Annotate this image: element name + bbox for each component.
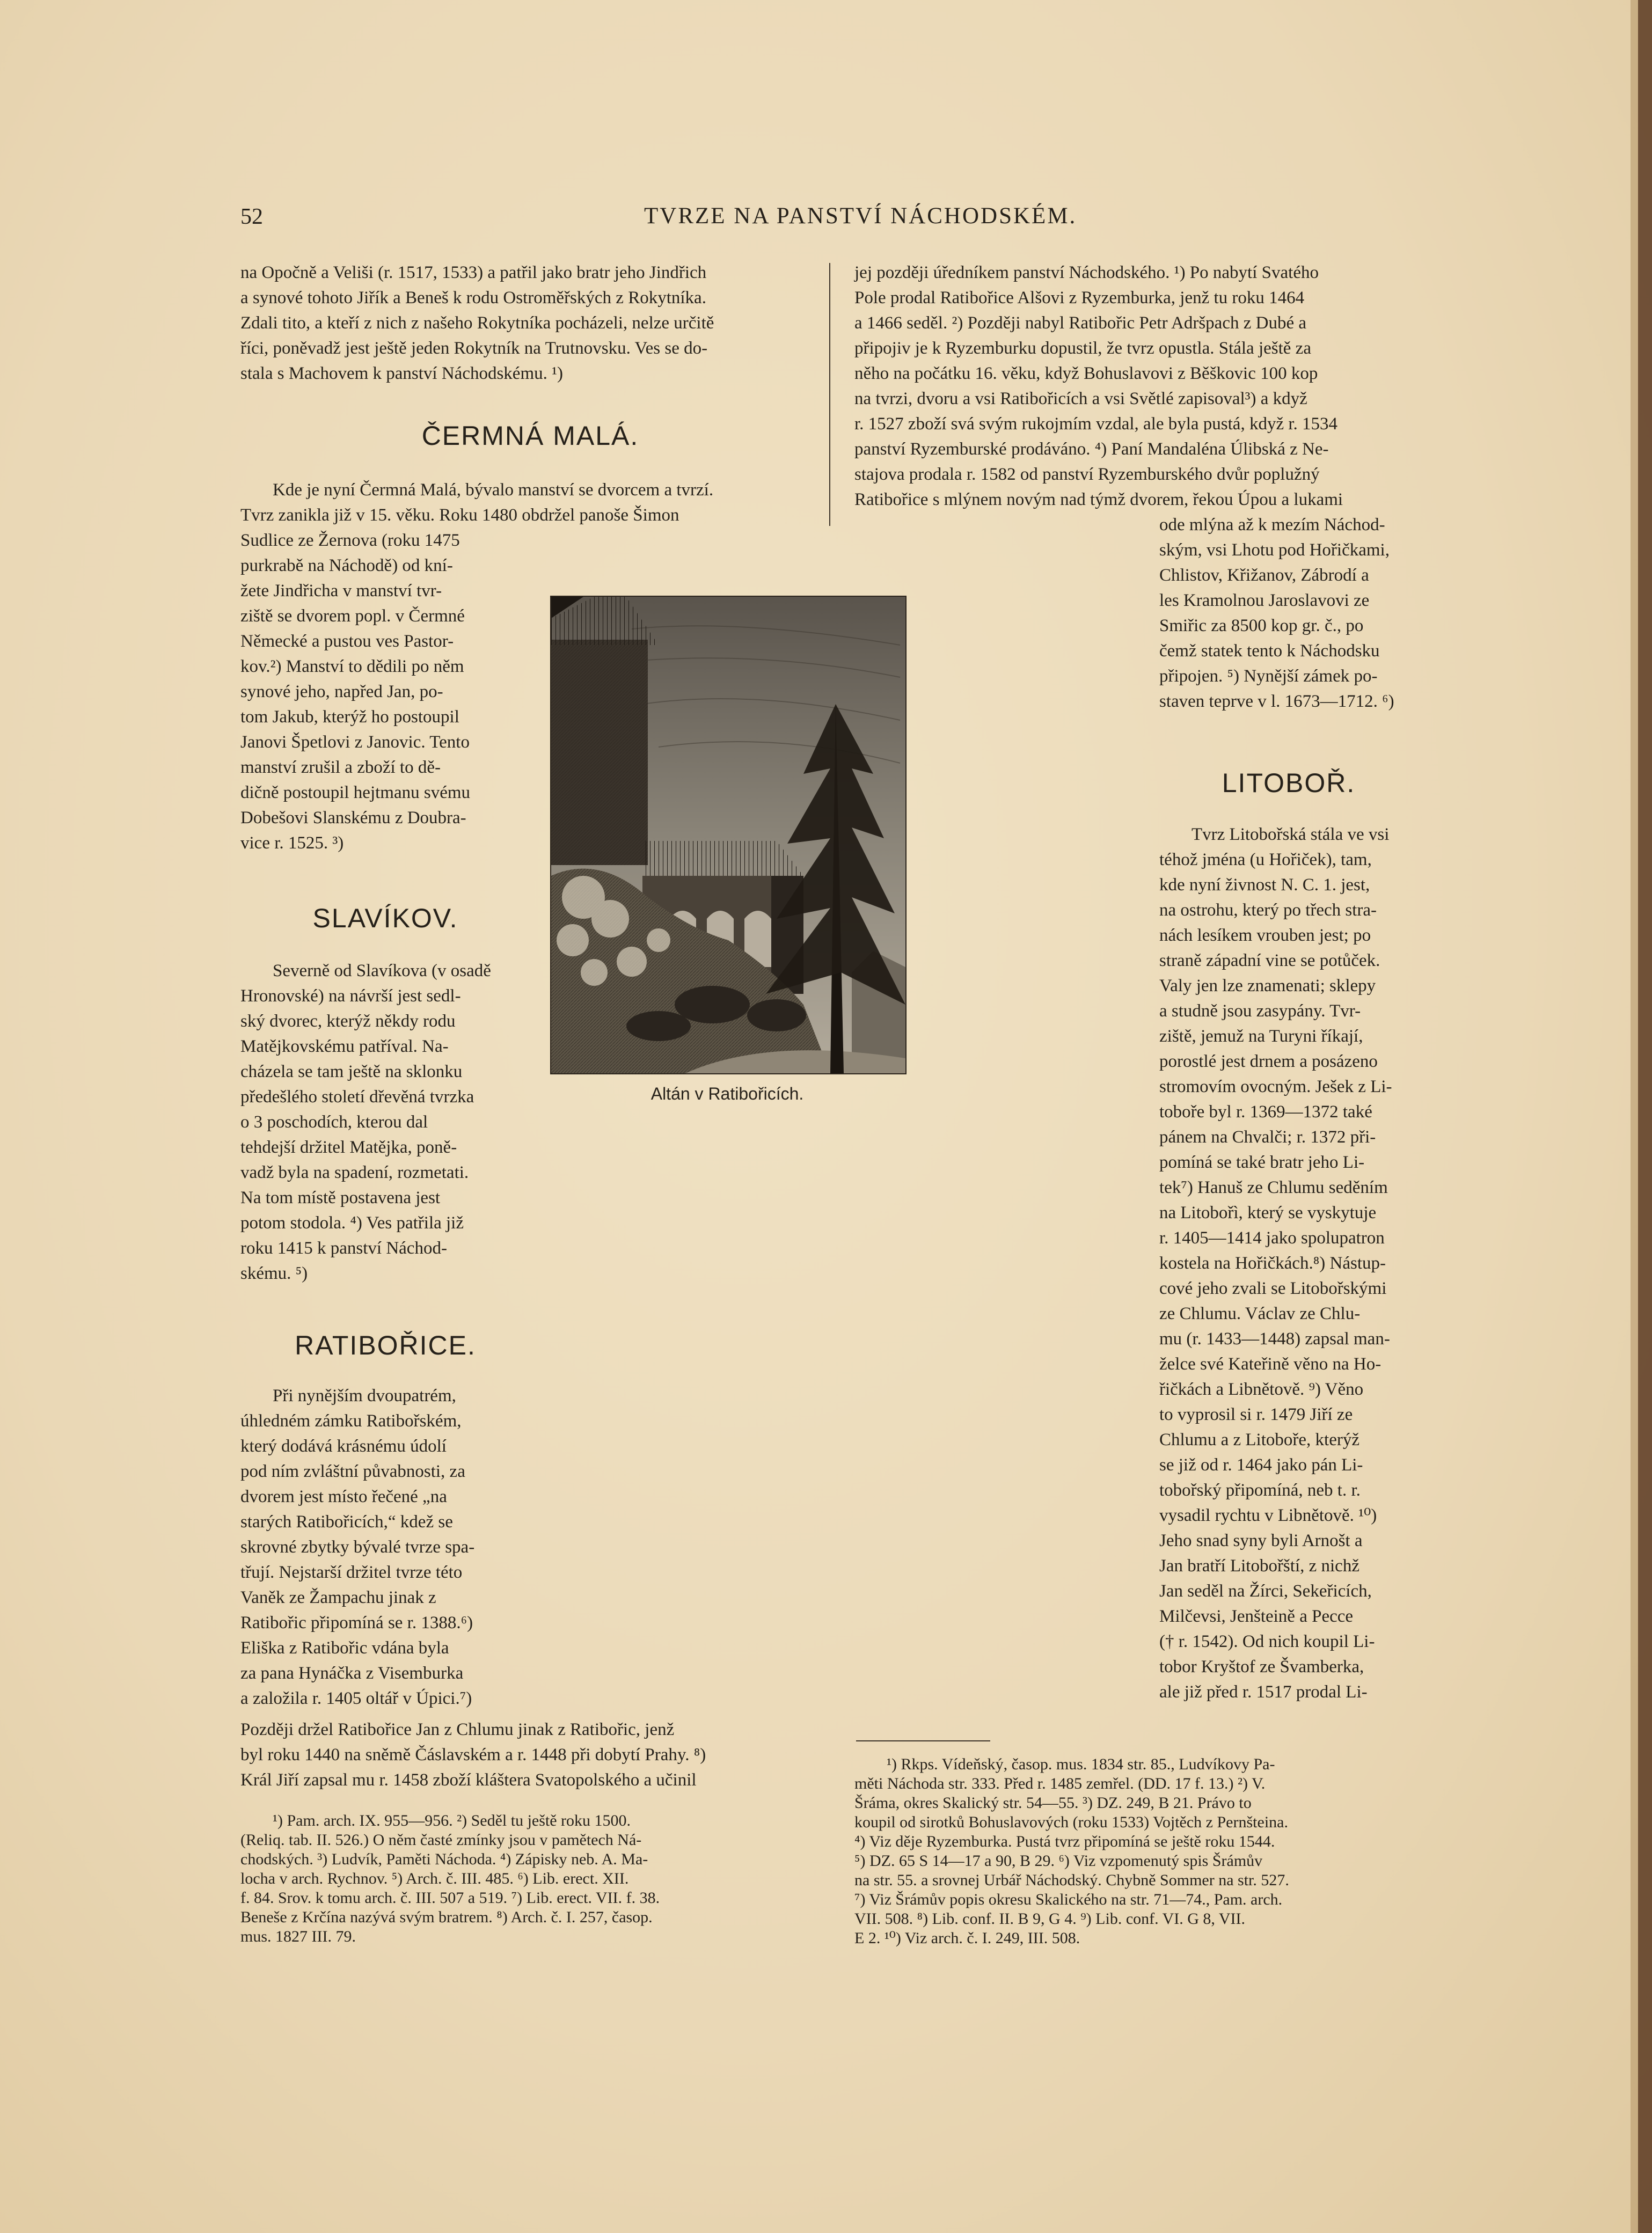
text-line: Valy jen lze znamenati; sklepy [1159,976,1376,995]
text-line: r. 1527 zboží svá svým rukojmím vzdal, ale byla pustá, když r. 1534 [854,414,1338,434]
text-line: želce své Kateřině věno na Ho- [1159,1355,1381,1374]
text-line: († r. 1542). Od nich koupil Li- [1159,1632,1375,1651]
heading-ratiborice: RATIBOŘICE. [295,1330,476,1360]
text-line: r. 1405—1414 jako spolupatron [1159,1228,1385,1248]
text-line: téhož jména (u Hořiček), tam, [1159,850,1372,869]
text-line: úhledném zámku Ratibořském, [240,1411,462,1431]
page-number: 52 [240,204,263,229]
text-line: Hronovské) na návrší jest sedl- [240,986,461,1006]
text-line: ode mlýna až k mezím Náchod- [1159,515,1385,535]
text-line: tek⁷) Hanuš ze Chlumu seděním [1159,1178,1388,1197]
text-line: tehdejší držitel Matějka, poně- [240,1138,457,1157]
right-top-text [854,260,1418,513]
text-line: žete Jindřicha v manství tvr- [240,581,442,601]
text-line: připojiv je k Ryzemburku dopustil, že tvrz opustla. Stála ještě za [854,339,1311,358]
text-line: Dobešovi Slanskému z Doubra- [240,808,466,828]
heading-cermna-mala: ČERMNÁ MALÁ. [421,421,639,451]
text-line: a synové tohoto Jiřík a Beneš k rodu Ostroměřských z Rokytníka. [240,288,706,308]
footnote-line: koupil od sirotků Bohuslavových (roku 1533) Vojtěch z Pernšteina. [854,1813,1288,1831]
ratiborice-text [240,1383,530,1711]
text-line: cové jeho zvali se Litobořskými [1159,1279,1387,1298]
text-line: a studně jsou zasypány. Tvr- [1159,1001,1361,1021]
text-line: toboře byl r. 1369—1372 také [1159,1102,1372,1122]
footnote-line: (Reliq. tab. II. 526.) O něm časté zmínky jsou v pamětech Ná- [240,1831,642,1849]
text-line: cházela se tam ještě na sklonku [240,1062,463,1081]
text-line: nách lesíkem vrouben jest; po [1159,926,1371,945]
text-line: na Litobořì, který se vyskytuje [1159,1203,1377,1222]
text-line: manství zrušil a zboží to dě- [240,758,441,777]
text-line: kov.²) Manství to dědili po něm [240,657,464,676]
text-line: dvorem jest místo řečené „na [240,1487,447,1506]
text-line: ský dvorec, kterýž někdy rodu [240,1012,456,1031]
text-line: porostlé jest drnem a posázeno [1159,1052,1378,1071]
text-line: dičně postoupil hejtmanu svému [240,783,471,802]
text-line: starých Ratibořicích,“ kdež se [240,1512,453,1532]
footnote-line: chodských. ³) Ludvík, Paměti Náchoda. ⁴) Zápisky neb. A. Ma- [240,1850,648,1868]
text-line: Milčevsi, Jenšteině a Pecce [1159,1607,1354,1626]
text-line: Tvrz zanikla již v 15. věku. Roku 1480 obdržel panoše Šimon [240,506,679,525]
engraving-svg [551,597,905,1073]
text-line: Smiřic za 8500 kop gr. č., po [1159,616,1364,635]
footnote-line: ¹) Rkps. Vídeňský, časop. mus. 1834 str. 85., Ludvíkovy Pa- [887,1755,1275,1773]
left-footnotes [240,1811,820,1946]
text-line: na Opočně a Veliši (r. 1517, 1533) a patřil jako bratr jeho Jindřich [240,263,707,282]
footnote-line: měti Náchoda str. 333. Před r. 1485 zemřel. (DD. 17 f. 13.) ²) V. [854,1775,1266,1792]
page-edge-shadow [1638,0,1652,2233]
cermna-narrow-text [240,528,530,856]
text-line: ským, vsi Lhotu pod Hořičkami, [1159,540,1390,560]
footnote-rule [856,1740,990,1741]
text-line: mu (r. 1433—1448) zapsal man- [1159,1329,1390,1349]
text-line: ze Chlumu. Václav ze Chlu- [1159,1304,1361,1323]
text-line: čemž statek tento k Náchodsku [1159,641,1380,661]
text-line: Tvrz Litobořská stála ve vsi [1192,825,1390,844]
footnote-line: ⁴) Viz děje Ryzemburka. Pustá tvrz připomíná se ještě roku 1544. [854,1833,1275,1850]
text-line: Zdali tito, a kteří z nich z našeho Rokytníka pocházeli, nelze určitě [240,313,714,333]
text-line: Chlumu a z Litoboře, kterýž [1159,1430,1359,1449]
running-title: TVRZE NA PANSTVÍ NÁCHODSKÉM. [644,203,1077,229]
text-line: tobor Kryštof ze Švamberka, [1159,1657,1364,1676]
slavikov-text [240,958,530,1286]
text-line: něho na počátku 16. věku, když Bohuslavovi z Běškovic 100 kop [854,364,1318,383]
text-line: připojen. ⁵) Nynější zámek po- [1159,667,1378,686]
footnote-line: Beneše z Krčína nazývá svým bratrem. ⁸) Arch. č. I. 257, časop. [240,1908,653,1926]
text-line: Král Jiří zapsal mu r. 1458 zboží kláštera Svatopolského a učinil [240,1770,697,1790]
text-line: pánem na Chvalči; r. 1372 při- [1159,1128,1376,1147]
text-line: les Kramolnou Jaroslavovi ze [1159,591,1370,610]
text-line: vice r. 1525. ³) [240,833,344,853]
footnote-line: VII. 508. ⁸) Lib. conf. II. B 9, G 4. ⁹) Lib. conf. VI. G 8, VII. [854,1910,1246,1928]
text-line: kostela na Hořičkách.⁸) Nástup- [1159,1254,1386,1273]
column-divider [829,263,830,526]
text-line: Vaněk ze Žampachu jinak z [240,1588,436,1607]
footnote-line: Šráma, okres Skalický str. 54—55. ³) DZ. 249, B 21. Právo to [854,1794,1252,1812]
text-line: Matějkovskému patříval. Na- [240,1037,449,1056]
text-line: Na tom místě postavena jest [240,1188,441,1207]
text-line: potom stodola. ⁴) Ves patřila již [240,1213,464,1233]
text-line: ziště, jemuž na Turyni říkají, [1159,1027,1363,1046]
text-line: Jan seděl na Žírci, Sekeřicích, [1159,1582,1372,1601]
text-line: vysadil rychtu v Libnětově. ¹⁰) [1159,1506,1377,1525]
text-line: purkrabě na Náchodě) od kní- [240,556,453,575]
cermna-wide-text [240,478,820,528]
text-line: Sudlice ze Žernova (roku 1475 [240,531,460,550]
text-line: to vyprosil si r. 1479 Jiří ze [1159,1405,1353,1424]
footnote-line: ⁷) Viz Šrámův popis okresu Skalického na str. 71—74., Pam. arch. [854,1891,1283,1908]
footnote-line: locha v arch. Rychnov. ⁵) Arch. č. III. 485. ⁶) Lib. erect. XII. [240,1870,629,1887]
text-line: a 1466 seděl. ²) Později nabyl Ratibořic Petr Adršpach z Dubé a [854,313,1306,333]
footnote-line: na str. 55. a srovnej Urbář Náchodský. Chybně Sommer na str. 527. [854,1871,1289,1889]
text-line: předešlého století dřevěná tvrzka [240,1087,474,1107]
illustration-caption: Altán v Ratibořicích. [650,1084,804,1103]
text-line: řičkách a Libnětově. ⁹) Věno [1159,1380,1364,1399]
text-line: Německé a pustou ves Pastor- [240,632,454,651]
text-line: Jeho snad syny byli Arnošt a [1159,1531,1363,1550]
right-narrow-text [1159,513,1418,714]
text-line: vadž byla na spadení, rozmetati. [240,1163,469,1182]
text-line: který dodává krásnému údolí [240,1437,447,1456]
text-line: straně západní vine se potůček. [1159,951,1380,970]
text-line: říci, poněvadž jest ještě jeden Rokytník na Trutnovsku. Ves se do- [240,339,708,358]
text-line: stajova prodala r. 1582 od panství Ryzemburského dvůr poplužný [854,465,1320,484]
heading-litobor: LITOBOŘ. [1222,768,1356,798]
footnote-line: ⁵) DZ. 65 S 14—17 a 90, B 29. ⁶) Viz vzpomenutý spis Šrámův [854,1852,1263,1870]
text-line: Ratibořic připomíná se r. 1388.⁶) [240,1613,473,1632]
left-intro [240,260,820,386]
text-line: tom Jakub, kterýž ho postoupil [240,707,459,727]
page-edge-light [1631,0,1638,2233]
text-line: stromovím ovocným. Ješek z Li- [1159,1077,1392,1096]
text-line: Chlistov, Křižanov, Zábrodí a [1159,566,1369,585]
text-line: stala s Machovem k panství Náchodskému. ¹) [240,364,564,383]
tower-shading [551,640,648,865]
text-line: a založila r. 1405 oltář v Úpici.⁷) [240,1689,472,1708]
footnote-line: f. 84. Srov. k tomu arch. č. III. 507 a 519. ⁷) Lib. erect. VII. f. 38. [240,1889,660,1907]
footnote-line: ¹) Pam. arch. IX. 955—956. ²) Seděl tu ještě roku 1500. [273,1812,631,1829]
text-line: ale již před r. 1517 prodal Li- [1159,1682,1368,1702]
text-line: Severně od Slavíkova (v osadě [273,961,491,980]
text-line: na ostrohu, který po třech stra- [1159,900,1377,920]
text-line: byl roku 1440 na sněmě Čáslavském a r. 1448 při dobytí Prahy. ⁸) [240,1745,706,1765]
text-line: Při nynějším dvoupatrém, [273,1386,456,1405]
text-line: Později držel Ratibořice Jan z Chlumu jinak z Ratibořic, jenž [240,1720,675,1739]
engraving-illustration [550,596,907,1074]
text-line: Jan bratří Litobořští, z nichž [1159,1556,1359,1576]
text-line: kde nyní živnost N. C. 1. jest, [1159,875,1370,895]
text-line: Janovi Špetlovi z Janovic. Tento [240,733,470,752]
text-line: skrovné zbytky bývalé tvrze spa- [240,1538,475,1557]
text-line: jej později úředníkem panství Náchodského. ¹) Po nabytí Svatého [854,263,1319,282]
text-line: Pole prodal Ratibořice Alšovi z Ryzemburka, jenž tu roku 1464 [854,288,1305,308]
text-line: se již od r. 1464 jako pán Li- [1159,1455,1363,1475]
text-line: ziště se dvorem popl. v Čermné [240,606,465,626]
text-line: Kde je nyní Čermná Malá, bývalo manství se dvorcem a tvrzí. [273,480,714,500]
pavilion-roof [642,841,803,876]
text-line: pomíná se také bratr jeho Li- [1159,1153,1365,1172]
text-line: Eliška z Ratibořic vdána byla [240,1638,449,1658]
text-line: staven teprve v l. 1673—1712. ⁶) [1159,692,1394,711]
text-line: Ratibořice s mlýnem novým nad týmž dvorem, řekou Úpou a lukami [854,490,1343,509]
text-line: třují. Nejstarší držitel tvrze této [240,1563,463,1582]
text-line: skému. ⁵) [240,1264,308,1283]
text-line: za pana Hynáčka z Visemburka [240,1664,464,1683]
text-line: na tvrzi, dvoru a vsi Ratibořicích a vsi Světlé zapisoval³) a když [854,389,1307,408]
footnote-line: E 2. ¹⁰) Viz arch. č. I. 249, III. 508. [854,1929,1080,1947]
litobor-text [1159,822,1418,1705]
right-footnotes [854,1755,1418,1948]
ratiborice-wide-text [240,1717,820,1793]
text-line: roku 1415 k panství Náchod- [240,1239,447,1258]
footnote-line: mus. 1827 III. 79. [240,1928,356,1945]
text-line: pod ním zvláštní půvabnosti, za [240,1462,465,1481]
text-line: synové jeho, napřed Jan, po- [240,682,443,701]
heading-slavikov: SLAVÍKOV. [312,903,458,933]
text-line: o 3 poschodích, kterou dal [240,1112,428,1132]
text-line: tobořský připomíná, neb t. r. [1159,1481,1361,1500]
text-line: panství Ryzemburské prodáváno. ⁴) Paní Mandaléna Úlibská z Ne- [854,440,1329,459]
